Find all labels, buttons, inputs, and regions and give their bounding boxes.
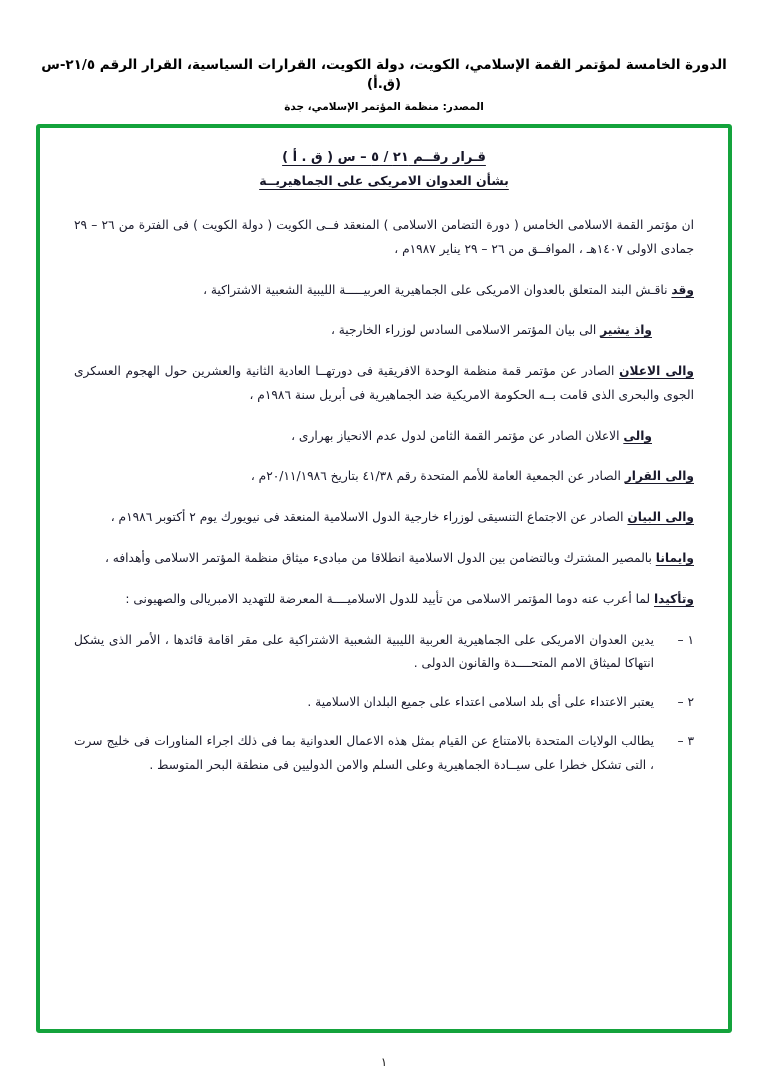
paragraph-text: الصادر عن الجمعية العامة للأمم المتحدة رقم ٤١/٣٨ بتاريخ ٢٠/١١/١٩٨٦م ، [250, 469, 625, 484]
paragraph-preamble-5 [74, 465, 694, 489]
paragraph-preamble-4 [74, 425, 694, 449]
paragraph-text: الصادر عن مؤتمر قمة منظمة الوحدة الافريقية فى دورتهــا العادية الثانية والعشرين حول الهجوم العسكرى الجوى والبحرى الذى قامت بــه الحكومة الامريكية ضد الجماهيرية فى أبريل سنة ١٩٨٦م ، [74, 364, 694, 402]
page-number: ١ [380, 1055, 388, 1069]
document-header [0, 0, 768, 113]
paragraph-preamble-7 [74, 547, 694, 571]
paragraph-preamble-8 [74, 588, 694, 612]
document-header-title: الدورة الخامسة لمؤتمر القمة الإسلامي، الكويت، دولة الكويت، القرارات السياسية، القرار الرقم ٢١/٥-س (ق.أ) [41, 57, 727, 92]
paragraph-lead: وتأكيدا [653, 591, 694, 606]
document-header-source: المصدر: ‏منظمة المؤتمر الإسلامي، جدة [284, 100, 484, 113]
paragraph-preamble-3 [74, 360, 694, 408]
paragraph-lead: والى القرار [624, 469, 694, 484]
paragraph-text: ان مؤتمر القمة الاسلامى الخامس ( دورة التضامن الاسلامى ) المنعقد فــى الكويت ( دولة الكويت ) فى الفترة من ٢٦ – ٢٩ جمادى الاولى ١٤٠٧هـ ، الموافــق من ٢٦ – ٢٩ يناير ١٩٨٧م ، [74, 218, 695, 256]
paragraph-text: الصادر عن الاجتماع التنسيقى لوزراء خارجية الدول الاسلامية المنعقد فى نيويورك يوم ٢ أكتوبر ١٩٨٦م ، [110, 510, 628, 525]
resolution-subject-title: بشأن العدوان الامريكى على الجماهيريــة [259, 173, 509, 188]
paragraph-lead: واذ يشير [600, 323, 652, 338]
list-item [74, 691, 694, 715]
paragraph-text: بالمصير المشترك وبالتضامن بين الدول الاسلامية انطلاقا من مبادىء ميثاق منظمة المؤتمر الاسلامى وأهدافه ، [105, 551, 656, 566]
paragraph-preamble-6 [74, 506, 694, 530]
paragraph-lead: والى البيان [627, 510, 694, 525]
list-item-marker: ١ – [677, 632, 694, 647]
paragraph-text: لما أعرب عنه دوما المؤتمر الاسلامى من تأييد للدول الاسلاميــــة المعرضة للتهديد الامبريالى والصهيونى : [125, 591, 654, 606]
paragraph-text: ناقـش البند المتعلق بالعدوان الامريكى على الجماهيرية العربيـــــة الليبية الشعبية الاشتراكية ، [203, 282, 672, 297]
paragraph-lead: وايمانا [655, 551, 694, 566]
paragraph-text: الى بيان المؤتمر الاسلامى السادس لوزراء الخارجية ، [330, 323, 601, 338]
paragraph-lead: والى الاعلان [619, 364, 694, 379]
paragraph-preamble-2 [74, 319, 694, 343]
resolution-body [40, 128, 728, 803]
list-item [74, 730, 694, 778]
list-item-text: يطالب الولايات المتحدة بالامتناع عن القيام بمثل هذه الاعمال العدوانية بما فى ذلك اجراء المناورات فى خليج سرت ، التى تشكل خطرا على سيــادة الجماهيرية وعلى السلم والامن الدوليين فى منطقة البحر المتوسط . [74, 733, 654, 772]
paragraph-text: الاعلان الصادر عن مؤتمر القمة الثامن لدول عدم الانحياز بهرارى ، [291, 428, 624, 443]
green-border-frame [36, 124, 732, 1033]
list-item [74, 629, 694, 677]
paragraph-lead: والى [623, 428, 652, 443]
list-item-text: يدين العدوان الامريكى على الجماهيرية العربية الليبية الشعبية الاشتراكية على مقر اقامة قائدها ، الأمر الذى يشكل انتهاكا لميثاق الامم المتحــــدة والقانون الدولى . [74, 632, 654, 671]
paragraph-preamble-0 [74, 214, 694, 262]
list-item-text: يعتبر الاعتداء على أى بلد اسلامى اعتداء على جميع البلدان الاسلامية . [307, 695, 654, 710]
list-item-marker: ٣ – [677, 733, 694, 748]
paragraph-lead: وقد [671, 282, 694, 297]
list-item-marker: ٢ – [677, 695, 694, 710]
paragraph-preamble-1 [74, 279, 694, 303]
resolution-number-title: قـرار رقــم ٢١ / ٥ – س ( ق . أ ) [282, 150, 486, 165]
